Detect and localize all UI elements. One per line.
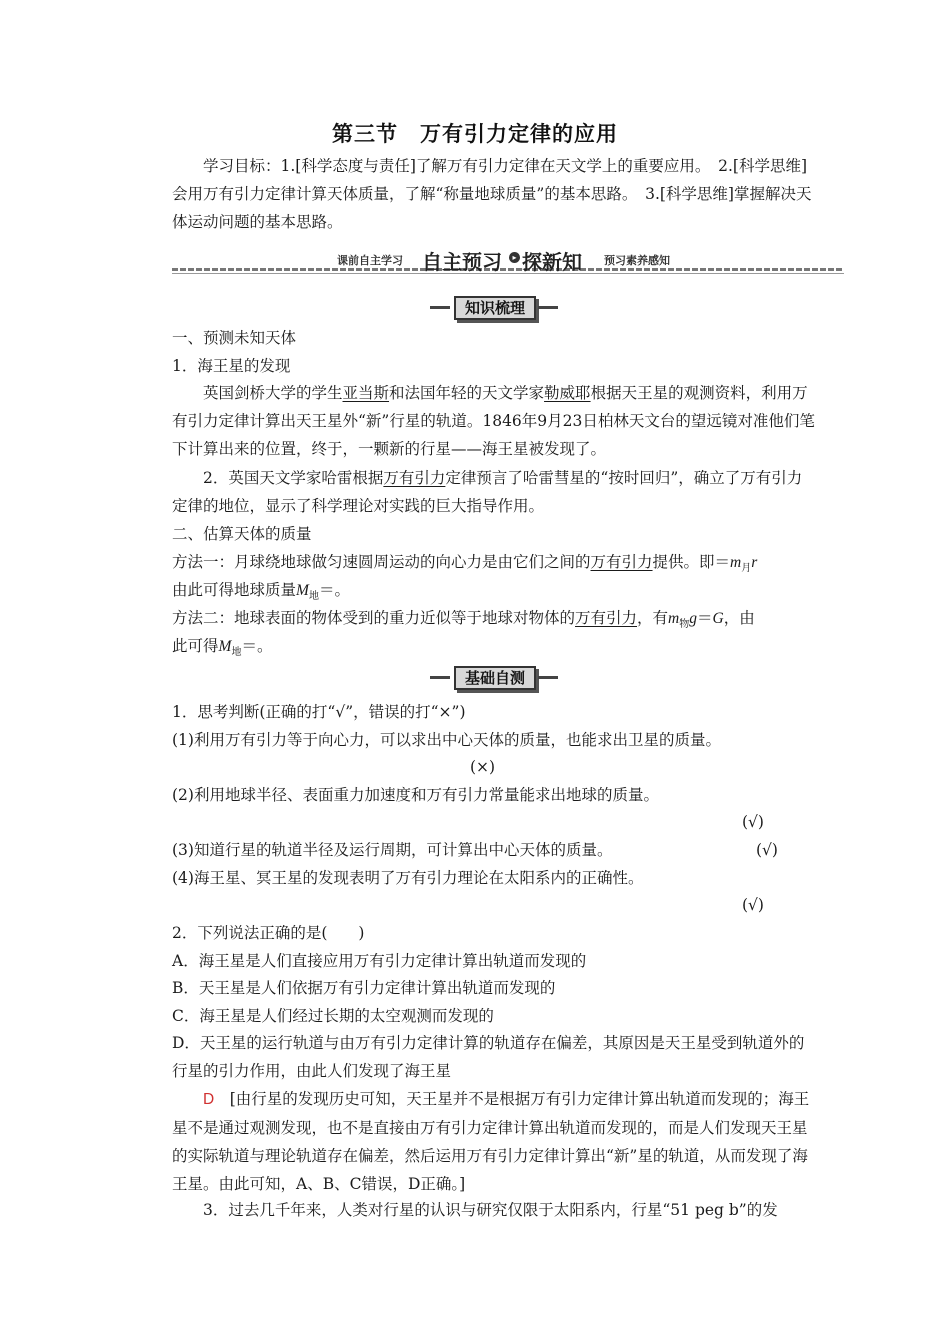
statement-2: (2)利用地球半径、表面重力加速度和万有引力常量能求出地球的质量。 [172, 786, 659, 804]
option-d: D．天王星的运行轨道与由万有引力定律计算的轨道存在偏差，其原因是天王星受到轨道外的行星的引力作用，由此人们发现了海王星 [172, 1034, 805, 1080]
heading-mass: 二、估算天体的质量 [172, 525, 312, 543]
section-bar-right [538, 676, 558, 679]
question-2: 2．下列说法正确的是( ) [172, 924, 365, 942]
section-bar-right [538, 306, 558, 309]
method-one: 方法一：月球绕地球做匀速圆周运动的向心力是由它们之间的万有引力提供。即$=m_月r$ [172, 553, 758, 575]
section-title-box: 知识梳理 [454, 296, 536, 320]
mark-4: (√) [742, 896, 764, 914]
page-title [0, 118, 950, 148]
section-title-box: 基础自测 [454, 666, 536, 690]
statement-1: (1)利用万有引力等于向心力，可以求出中心天体的质量，也能求出卫星的质量。 [172, 731, 721, 749]
learning-goals: 学习目标：1.[科学态度与责任]了解万有引力定律在天文学上的重要应用。 2.[科学思维]会用万有引力定律计算天体质量，了解“称量地球质量”的基本思路。 3.[科学思维]掌握解决天体运动问题的基本思路。 [172, 157, 812, 231]
method-two: 方法二：地球表面的物体受到的重力近似等于地球对物体的万有引力，有$m_物g=G$，由 [172, 609, 755, 631]
blank-leverrier: 勒威耶 [544, 384, 591, 402]
paragraph-halley: 2．英国天文学家哈雷根据万有引力定律预言了哈雷彗星的“按时回归”，确立了万有引力定律的地位，显示了科学理论对实践的巨大指导作用。 [172, 469, 803, 515]
title-text: 万有引力定律的应用 [420, 122, 618, 146]
answer-letter: D [203, 1091, 215, 1108]
mark-1: (×) [470, 758, 496, 776]
blank-adams: 亚当斯 [342, 384, 390, 402]
section-header-selftest [430, 666, 558, 690]
option-a: A．海王星是人们直接应用万有引力定律计算出轨道而发现的 [172, 952, 587, 970]
question-3: 3．过去几千年来，人类对行星的认识与研究仅限于太阳系内，行星“51 peg b”的发 [203, 1201, 778, 1219]
heading-neptune: 1．海王星的发现 [172, 357, 291, 375]
mark-3: (√) [756, 841, 778, 859]
title-section-number: 第三节 [332, 122, 398, 146]
banner-main-text-1: 自主预习 [422, 250, 502, 274]
blank-gravitation-3: 万有引力 [575, 609, 638, 627]
blank-gravitation-1: 万有引力 [383, 469, 446, 487]
answer-explanation: D [由行星的发现历史可知，天王星并不是根据万有引力定律计算出轨道而发现的；海王星不是通过观测发现，也不是直接由万有引力定律计算出轨道而发现的，而是人们发现天王星的实际轨道与理论轨道存在偏差，然后运用万有引力定律计算出“新”星的轨道，从而发现了海王星。由此可知，A、B、C错误，D正确。] [172, 1090, 810, 1193]
method-one-result: 由此可得地球质量$M_地=$。 [172, 581, 350, 603]
banner-main-text-2: 探新知 [522, 250, 582, 274]
section-bar-left [430, 306, 450, 309]
question-1: 1．思考判断(正确的打“√”，错误的打“×”) [172, 703, 466, 721]
paragraph-neptune: 英国剑桥大学的学生亚当斯和法国年轻的天文学家勒威耶根据天王星的观测资料，利用万有引力定律计算出天王星外“新”行星的轨道。1846年9月23日柏林天文台的望远镜对准他们笔下计算出来的位置，终于，一颗新的行星——海王星被发现了。 [172, 384, 815, 458]
option-b: B．天王星是人们依据万有引力定律计算出轨道而发现的 [172, 979, 556, 997]
banner-rule [172, 268, 844, 271]
method-two-result: 此可得$M_地=$。 [172, 637, 273, 659]
banner-right-text: 预习素养感知 [604, 254, 670, 267]
banner-arrow-icon: ▸ [509, 252, 520, 263]
section-header-knowledge [430, 296, 558, 320]
section-bar-left [430, 676, 450, 679]
mark-2: (√) [742, 813, 764, 831]
option-c: C．海王星是人们经过长期的太空观测而发现的 [172, 1007, 494, 1025]
statement-4: (4)海王星、冥王星的发现表明了万有引力理论在太阳系内的正确性。 [172, 869, 644, 887]
blank-gravitation-2: 万有引力 [590, 553, 653, 571]
statement-3: (3)知道行星的轨道半径及运行周期，可计算出中心天体的质量。 [172, 841, 613, 859]
section-banner [172, 246, 844, 276]
banner-rule-thin [172, 273, 844, 274]
heading-predict: 一、预测未知天体 [172, 329, 297, 347]
banner-left-text: 课前自主学习 [337, 254, 403, 267]
